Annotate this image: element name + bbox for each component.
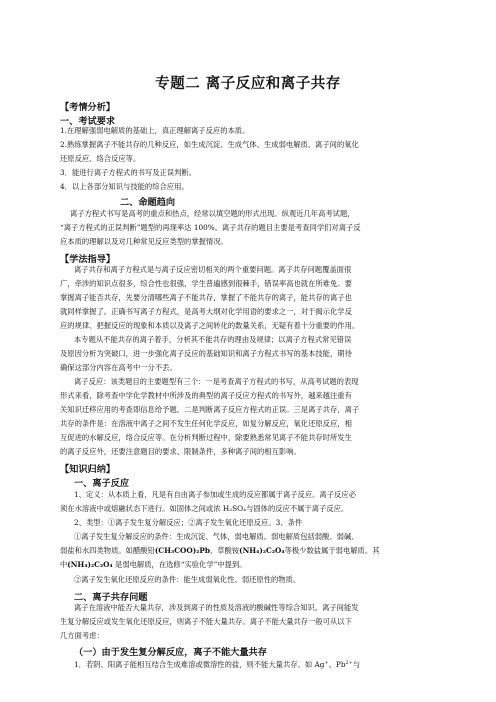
method-p6: 本专题从不能共存的离子着手，分析其不能共存的理由及规律；以离子方程式常见错误 [74,335,352,344]
req-2b: 还原反应、络合反应等。 [60,154,141,163]
rule-1 [74,656,360,672]
cond-p3 [60,558,247,572]
ag-charge: + [324,660,329,666]
rule-1-mid: 、Pb [328,660,346,669]
req-2a: 2.熟练掌握离子不能共存的几种反应，如生成沉淀、生成气体、生成弱电解质、离子间的氧化 [60,140,359,149]
rule-1-pre: 1．若阴、阳离子能相互结合生成难溶或微溶性的盐，则不能大量共存。如 Ag [74,660,325,669]
coexist-heading: 二、离子共存问题 [74,592,148,603]
def-p2 [60,502,348,516]
trend-p3: 应本质的理解以及对几种常见反应类型的掌握情况。 [60,237,228,246]
cond-p1: ①离子发生复分解反应的条件：生成沉淀、气体，弱电解质。弱电解质包括弱酸、弱碱、 [74,532,359,541]
redox-cond: ②离子发生氧化还原反应的条件：能生成弱氧化性、弱还原性的物质。 [74,575,301,584]
coexist-p2: 生复分解反应或发生氧化还原反应，则离子不能大量共存。离子不能大量共存一般可从以下 [60,617,352,626]
cond-p2 [60,544,379,558]
ammonium-oxalate-formula-2: (NH₄)₂C₂O₄ [67,560,113,569]
method-p12: 共存的条件是：在溶液中离子之间不发生任何化学反应，如复分解反应，氧化还原反应，相 [60,419,352,428]
method-p13: 互促进的水解反应，络合反应等。在分析判断过程中，除要熟悉常见离子不能共存时所发生 [60,433,352,442]
cond-p2-post: 等极少数盐属于弱电解质。其 [284,546,380,555]
method-p11: 关知识迁移应用的考查即信息给予题。二是判断离子反应方程式的正误。三是离子共存，离子 [60,405,360,414]
def-p2-post: 与固体的反应不属于离子反应。 [246,504,349,513]
method-p8: 确保这部分内容在高考中一分不丢。 [60,363,177,372]
coexist-p1: 离子在溶液中能否大量共存，涉及到离子的性质及溶液的酸碱性等综合知识。离子间能发 [74,603,359,612]
method-p4: 就同样掌握了。正确书写离子方程式，是高考大纲对化学用语的要求之一，对于揭示化学反 [60,307,352,316]
page-title: 专题二 离子反应和离子共存 [155,76,341,92]
req-1: 1.在理解强弱电解质的基础上，真正理解离子反应的本质。 [60,126,250,135]
def-p1: 1、定义：从本质上看，凡是有自由离子参加或生成的反应都属于离子反应。离子反应必 [74,490,356,499]
cond-p3-post: 是弱电解质，在选修“实验化学”中提到。 [112,560,247,569]
coexist-p3: 几方面考虑： [60,631,104,640]
rule-1-post: 与 [352,660,361,669]
subsection-heading: （一）由于发生复分解反应，离子不能大量共存 [74,647,267,658]
method-p3: 掌握离子能否共存，先要分清哪些离子不能共存，掌握了不能共存的离子，能共存的离子也 [60,293,352,302]
cond-p2-mid: 、草酸铵 [209,546,240,555]
method-p9: 离子反应：该类题目的主要题型有三个：一是考查离子方程式的书写，从高考试题的表现 [74,377,359,386]
ion-reaction-heading: 一、离子反应 [74,478,130,489]
h2so4-formula: H₂SO₄ [222,504,247,513]
req-4: 4．以上各部分知识与技能的综合应用。 [60,182,189,191]
method-p10: 形式来看，除考查中学化学教材中所涉及的典型的离子反应方程式的书写外，越来越注重有 [60,391,352,400]
lead-acetate-formula: (CH₃COO)₂Pb [154,546,210,555]
ammonium-oxalate-formula: (NH₄)₂C₂O₄ [239,546,285,555]
trend-p2: “离子方程式的正误判断”题型的再现率达 100%。离子共存的题目主要是考查同学们对离子反 [60,223,361,232]
req-3: 3．能进行离子方程式的书写及正误判断。 [60,168,196,177]
method-p7: 及原因分析为突破口，进一步强化离子反应的基础知识和离子方程式书写的基本技能，期待 [60,349,352,358]
method-p5: 应的规律、把握反应的现象和本质以及离子之间转化的数量关系，无疑有着十分重要的作用。 [60,321,360,330]
method-p1: 离子共存和离子方程式是与离子反应密切相关的两个重要问题。离子共存问题覆盖面很 [74,265,352,274]
exam-requirements-heading: 一、考试要求 [60,116,116,127]
method-p14: 的离子反应外，还要注意题目的要求、限制条件，多种离子间的相互影响。 [60,447,301,456]
cond-p3-pre: 中 [60,560,68,569]
trend-p1: 离子方程式书写是高考的重点和热点，经常以填空题的形式出现。纵观近几年高考试题， [70,209,355,218]
zhishi-heading: 【知识归纳】 [60,464,116,475]
def-p2-pre: 须在水溶液中或熔融状态下进行。如固体之间或浓 [60,504,223,513]
trend-heading: 二、命题趋向 [120,197,176,208]
types-line: 2、类型：①离子发生复分解反应；②离子发生氧化还原反应。3、条件 [74,518,303,527]
cond-p2-pre: 弱盐和水四类物质。如醋酸铅 [60,546,155,555]
kaoqing-heading: 【考情分析】 [60,102,116,113]
pb-charge: 2+ [345,660,353,666]
xuefa-heading: 【学法指导】 [60,254,116,265]
method-p2: 广，牵涉的知识点很多，综合性也很强，学生普遍感到很棘手，错误率高也就在所难免。要 [60,279,352,288]
